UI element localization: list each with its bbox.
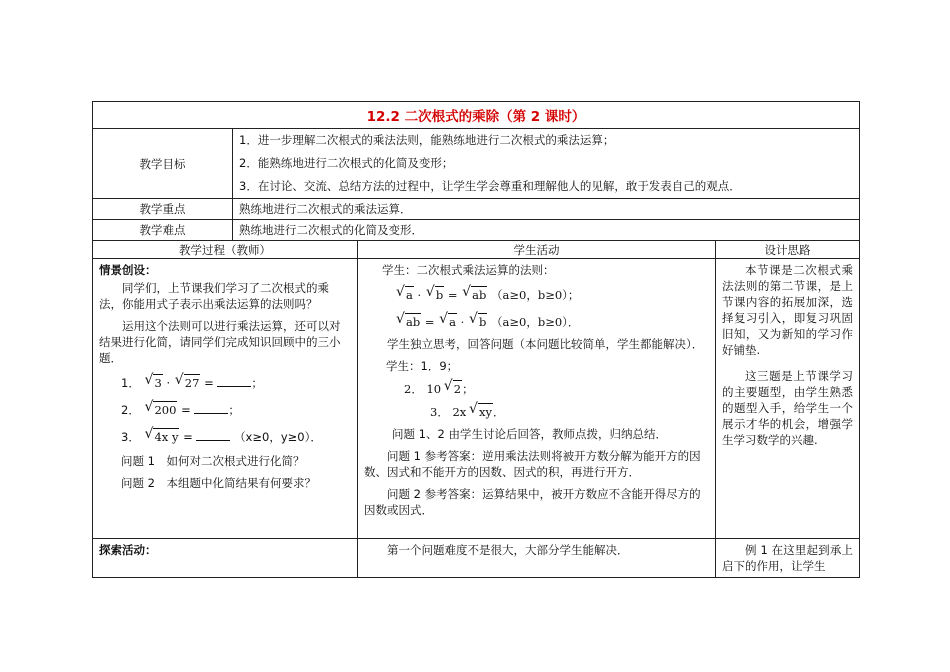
design-note-1: 本节课是二次根式乘法法则的第二节课，是上节课内容的拓展加深，选择复习引入，即复习巩固旧知，又为新知的学习作好铺垫. <box>722 263 853 357</box>
f2-a: √ a <box>448 313 457 330</box>
goals-label: 教学目标 <box>93 129 233 199</box>
q1-radicand-a: √ 3 <box>153 374 162 391</box>
goal-item: 1．进一步理解二次根式的乘法法则，能熟练地进行二次根式的乘法运算； <box>239 133 615 147</box>
answer-3: 3． 2x √ xy． <box>364 403 709 420</box>
answer-blank[interactable] <box>194 413 228 414</box>
f1-ab: √ ab <box>471 286 487 303</box>
formula-1: √ a · √ b = √ ab （a≥0，b≥0）； <box>364 286 709 303</box>
rule-label: 学生：二次根式乘法运算的法则： <box>382 263 555 277</box>
scene-intro: 同学们，上节课我们学习了二次根式的乘法，你能用式子表示出乘法运算的法则吗？ <box>99 281 329 311</box>
explore-student-cell <box>358 539 716 578</box>
ans3-radicand: √ xy <box>478 403 493 420</box>
student-cell <box>358 259 716 539</box>
question-2: 2． √ 200 = ； <box>99 401 351 418</box>
design-note-2: 这三题是上节课学习的主要题型，由学生熟悉的题型入手，给学生一个展示才华的机会，增强学生学习数学的兴趣. <box>722 369 853 447</box>
answer-2: 2． 10 √ 2； <box>364 380 709 397</box>
explore-design-text: 例 1 在这里起到承上启下的作用，让学生 <box>722 543 853 573</box>
design-cell <box>716 259 860 539</box>
problem-2: 问题 2 本组题中化简结果有何要求？ <box>121 476 316 490</box>
teacher-cell <box>93 259 358 539</box>
reference-answer-2: 问题 2 参考答案：运算结果中，被开方数应不含能开得尽方的因数或因式． <box>364 487 701 517</box>
ans2-number: 2． <box>404 382 423 396</box>
key-label: 教学重点 <box>93 199 233 220</box>
q2-number: 2． <box>121 403 140 417</box>
question-1: 1． √ 3 · √ 27 = ； <box>99 374 351 391</box>
goal-item: 3．在讨论、交流、总结方法的过程中，让学生学会尊重和理解他人的见解，敢于发表自己的观点． <box>239 179 741 193</box>
lesson-plan <box>92 101 859 578</box>
goal-item: 2．能熟练地进行二次根式的化简及变形； <box>239 156 454 170</box>
lesson-title: 12.2 二次根式的乘除（第 2 课时） <box>93 102 860 129</box>
q1-number: 1． <box>121 376 140 390</box>
q3-radicand: √ 4x y <box>153 428 179 445</box>
q1-radicand-b: √ 27 <box>184 374 201 391</box>
f2-condition: （a≥0，b≥0）． <box>491 315 580 329</box>
ans2-radicand: √ 2 <box>453 380 462 397</box>
key-text-value: 熟练地进行二次根式的乘法运算． <box>239 201 412 216</box>
difficulty-text-value: 熟练地进行二次根式的化简及变形． <box>239 222 423 237</box>
lesson-table <box>92 101 860 578</box>
think-text: 学生独立思考，回答问题（本问题比较简单，学生都能解决）． <box>387 337 704 351</box>
explore-student-text: 第一个问题难度不是很大，大部分学生能解决． <box>387 543 629 557</box>
formula-2: √ ab = √ a · √ b （a≥0，b≥0）． <box>364 313 709 330</box>
reference-answer-1: 问题 1 参考答案：逆用乘法法则将被开方数分解为能开方的因数、因式和不能开方的因数、因式的积，再进行开方． <box>364 449 701 479</box>
scene-task: 运用这个法则可以进行乘法运算，还可以对结果进行化简，请同学们完成知识回顾中的三小题． <box>99 319 341 365</box>
f1-condition: （a≥0，b≥0）； <box>491 288 580 302</box>
header-student: 学生活动 <box>358 241 716 259</box>
ans3-coefficient: 2x <box>452 405 467 419</box>
explore-heading: 探索活动： <box>99 543 157 557</box>
problem-1: 问题 1 如何对二次根式进行化简？ <box>121 454 305 468</box>
ans3-number: 3． <box>430 405 449 419</box>
explore-teacher-cell <box>93 539 358 578</box>
q2-radicand: √ 200 <box>153 401 177 418</box>
header-design: 设计思路 <box>716 241 860 259</box>
q3-number: 3． <box>121 430 140 444</box>
key-text <box>233 199 860 220</box>
q3-condition: （x≥0，y≥0）． <box>234 430 322 444</box>
answer-blank[interactable] <box>217 386 251 387</box>
explore-design-cell <box>716 539 860 578</box>
f1-b: √ b <box>435 286 444 303</box>
f1-a: √ a <box>405 286 414 303</box>
answer-1: 学生：1．9； <box>386 359 459 373</box>
answer-blank[interactable] <box>196 440 230 441</box>
difficulty-text <box>233 220 860 241</box>
scene-heading: 情景创设： <box>99 263 157 277</box>
question-3: 3． √ 4x y = （x≥0，y≥0）． <box>99 428 351 445</box>
ans2-coefficient: 10 <box>426 382 442 396</box>
difficulty-label: 教学难点 <box>93 220 233 241</box>
discuss-text: 问题 1、2 由学生讨论后回答，教师点拨，归纳总结． <box>392 427 667 441</box>
goals-list <box>233 129 860 199</box>
f2-ab: √ ab <box>405 313 421 330</box>
f2-b: √ b <box>478 313 487 330</box>
header-teacher: 教学过程（教师） <box>93 241 358 259</box>
